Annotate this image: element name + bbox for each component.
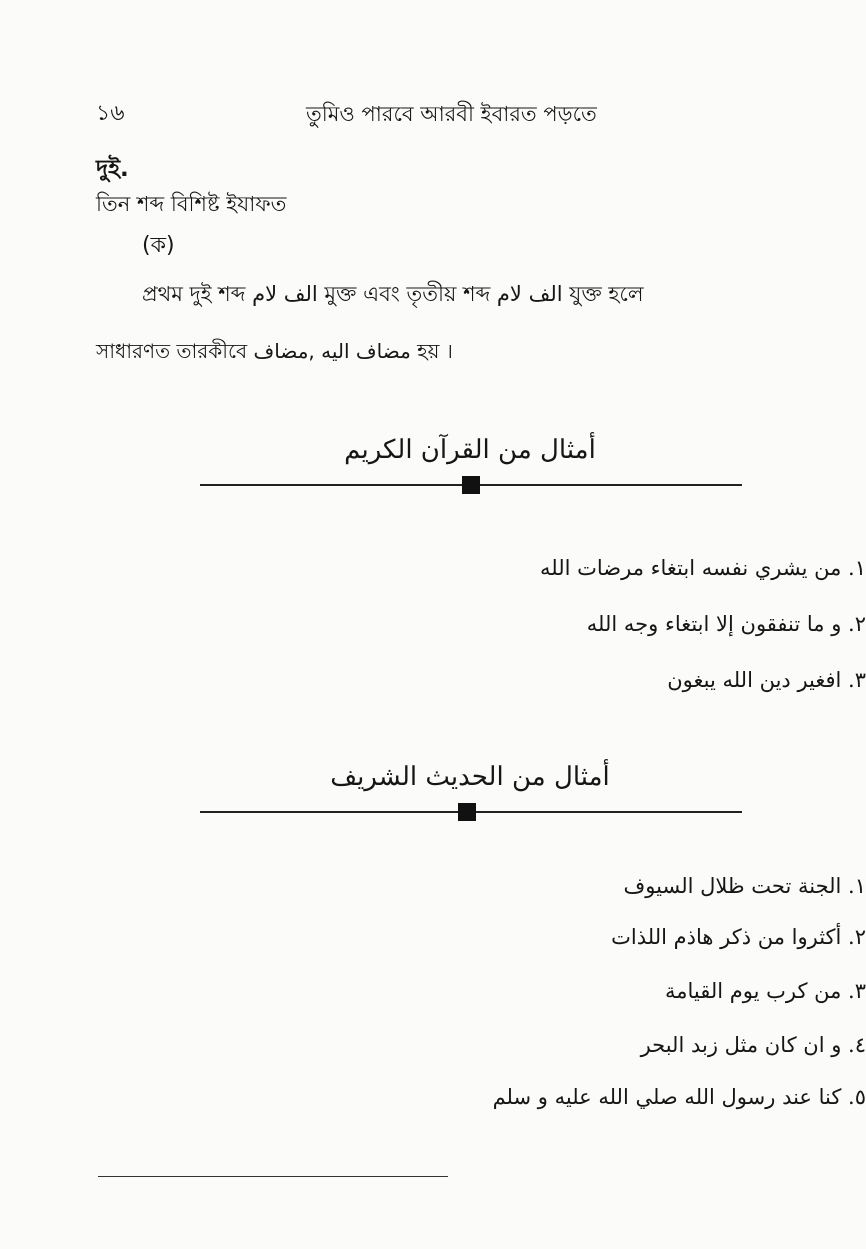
footnote-rule	[98, 1176, 448, 1177]
hadith-example-4: ٤. و ان كان مثل زبد البحر	[640, 1033, 866, 1057]
heading-marker-square	[458, 803, 476, 821]
rule-paragraph-line-1: প্রথম দুই শব্দ الف لام মুক্ত এবং তৃতীয় শব্দ الف لام যুক্ত হলে	[142, 282, 644, 306]
section-number: দুই.	[96, 156, 129, 182]
hadith-example-3: ٣. من كرب يوم القيامة	[664, 979, 866, 1003]
rule-paragraph-line-2: সাধারণত তারকীবে مضاف اليه ,مضاف হয় ।	[96, 339, 453, 363]
quran-example-3: ٣. افغير دين الله يبغون	[667, 668, 866, 692]
running-header-title: তুমিও পারবে আরবী ইবারত পড়তে	[306, 102, 597, 126]
heading-marker-square	[462, 476, 480, 494]
page-number: ১৬	[96, 101, 125, 126]
hadith-examples-heading: أمثال من الحديث الشريف	[330, 762, 610, 792]
quran-example-1: ١. من يشري نفسه ابتغاء مرضات الله	[539, 556, 866, 580]
section-subtitle: তিন শব্দ বিশিষ্ট ইযাফত	[96, 192, 287, 216]
subpoint-label: (ক)	[142, 233, 175, 258]
hadith-example-2: ٢. أكثروا من ذكر هاذم اللذات	[611, 925, 866, 949]
quran-examples-heading: أمثال من القرآن الكريم	[344, 435, 596, 465]
quran-example-2: ٢. و ما تنفقون إلا ابتغاء وجه الله	[586, 612, 866, 636]
hadith-example-5: ٥. كنا عند رسول الله صلي الله عليه و سلم	[492, 1085, 866, 1109]
hadith-example-1: ١. الجنة تحت ظلال السيوف	[623, 874, 866, 898]
